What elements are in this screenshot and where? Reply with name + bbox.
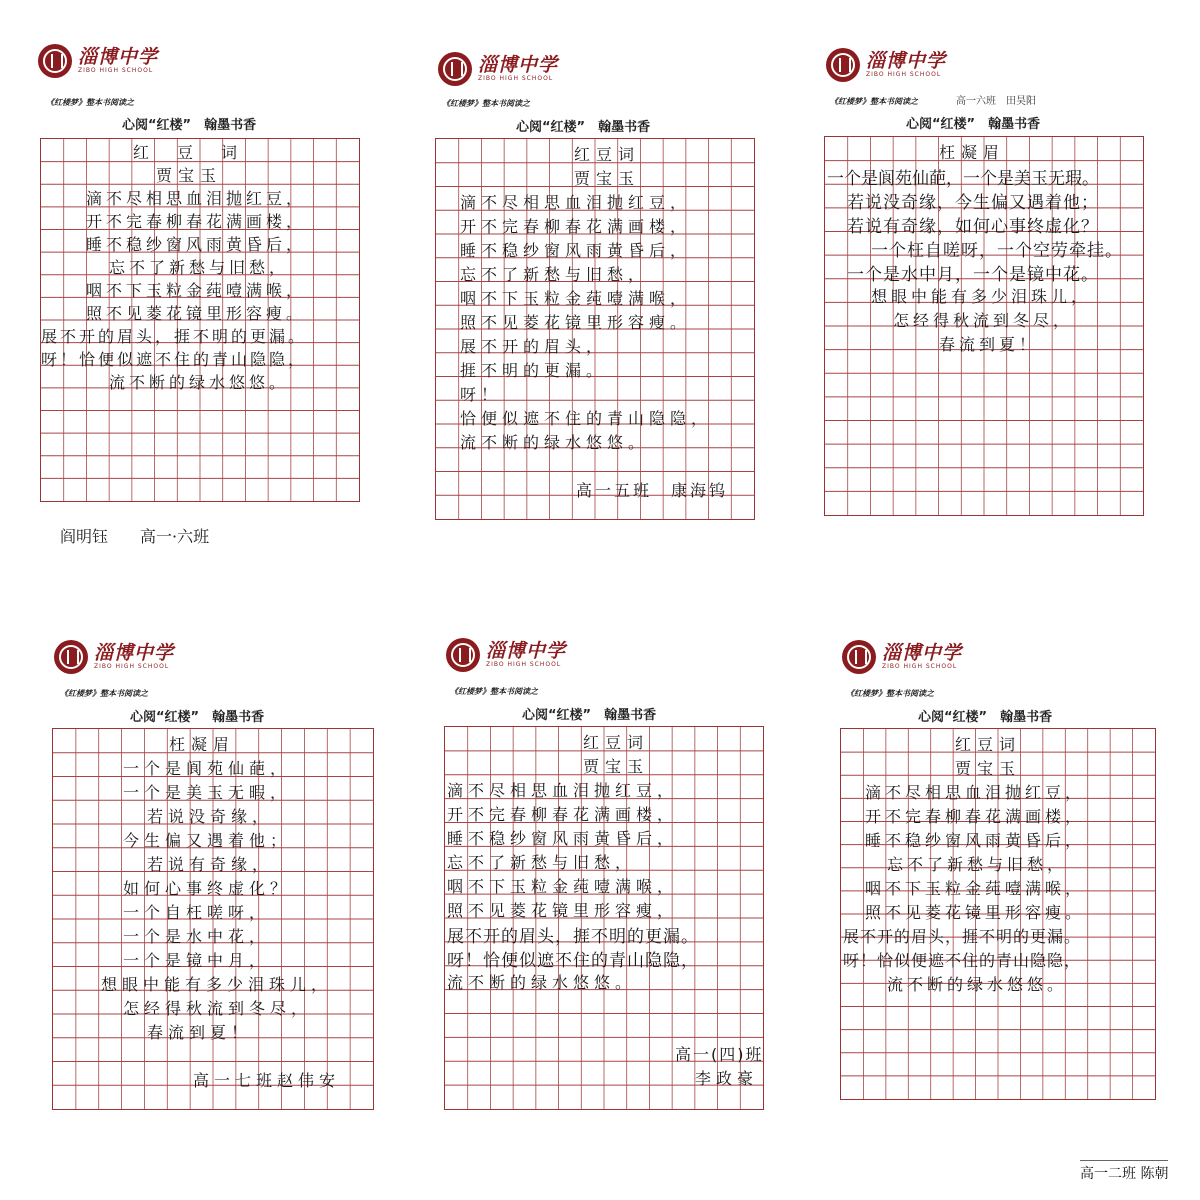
poem-line: 呀！ <box>460 385 503 404</box>
poem-line: 照不见菱花镜里形容瘦。 <box>460 313 692 332</box>
poem-line: 恰便似遮不住的青山隐隐， <box>460 409 713 428</box>
poem-line: 滴不尽相思血泪抛红豆， <box>447 781 679 800</box>
poem-line: 展不开的眉头，捱不明的更漏。 <box>447 927 699 947</box>
sheet-5 <box>442 632 782 1122</box>
school-name-en: ZIBO HIGH SCHOOL <box>486 661 562 668</box>
poem-line: 咽不下玉粒金莼噎满喉， <box>447 877 679 896</box>
edge-signature: 高一二班 陈朝 <box>1080 1160 1168 1183</box>
school-name-en: ZIBO HIGH SCHOOL <box>866 71 942 78</box>
poem-line: 一个是水中花， <box>123 927 271 946</box>
school-name-en: ZIBO HIGH SCHOOL <box>478 75 554 82</box>
signature: 高一七班赵伟安 <box>193 1071 341 1090</box>
poem-line: 滴不尽相思血泪抛红豆， <box>865 783 1086 802</box>
poem-line: 春流到夏！ <box>147 1023 253 1042</box>
school-name: 淄博中学 <box>882 642 963 664</box>
poem-line: 想眼中能有多少泪珠儿， <box>101 975 333 994</box>
theme-title: 心阅“红楼” 翰墨书香 <box>522 708 657 723</box>
poem-line: 呀！恰便似遮不住的青山隐隐， <box>41 350 308 369</box>
school-name: 淄博中学 <box>478 54 559 76</box>
writing-grid <box>444 726 764 1110</box>
poem-line: 怎经得秋流到冬尽， <box>893 311 1074 330</box>
sheet-2 <box>432 38 772 538</box>
poem-line: 若说没奇缘，今生偏又遇着他； <box>847 193 1099 213</box>
sheet-6 <box>838 632 1178 1112</box>
sheet-3 <box>822 38 1162 518</box>
poem-line: 流不断的绿水悠悠。 <box>109 373 290 392</box>
poem-line: 开不完春柳春花满画楼， <box>865 807 1086 826</box>
poem-line: 睡不稳纱窗风雨黄昏后， <box>865 831 1086 850</box>
theme-title: 心阅“红楼” 翰墨书香 <box>130 710 265 725</box>
student-note: 高一六班 田昊阳 <box>956 96 1036 107</box>
sheet-1 <box>38 38 378 558</box>
theme-title: 心阅“红楼” 翰墨书香 <box>918 710 1053 725</box>
poem-line: 展不开的眉头， <box>460 337 608 356</box>
poem-title: 红豆词 <box>583 733 650 752</box>
poem-line: 忘不了新愁与旧愁， <box>447 853 637 872</box>
poem-line: 一个枉自嗟呀，一个空劳牵挂。 <box>871 241 1123 261</box>
school-name-en: ZIBO HIGH SCHOOL <box>78 67 154 74</box>
poem-author: 贾宝玉 <box>583 757 650 776</box>
series-title: 《红楼梦》整本书阅读之 <box>442 98 530 108</box>
theme-title: 心阅“红楼” 翰墨书香 <box>516 120 651 135</box>
poem-title: 枉凝眉 <box>169 735 236 754</box>
poem-line: 照不见菱花镜里形容瘦， <box>447 901 679 920</box>
poem-line: 咽不下玉粒金莼噎满喉， <box>86 281 307 300</box>
poem-line: 流不断的绿水悠悠。 <box>887 975 1068 994</box>
school-name-en: ZIBO HIGH SCHOOL <box>882 663 958 670</box>
signature-name: 李政豪 <box>695 1069 759 1088</box>
poem-line: 若说没奇缘， <box>147 807 274 826</box>
poem-author: 贾宝玉 <box>574 169 641 188</box>
school-logo <box>54 634 174 680</box>
school-emblem-icon <box>446 638 480 672</box>
poem-line: 咽不下玉粒金莼噎满喉， <box>460 289 692 308</box>
poem-line: 如何心事终虚化？ <box>123 879 292 898</box>
poem-line: 想眼中能有多少泪珠儿， <box>871 287 1092 306</box>
series-title: 《红楼梦》整本书阅读之 <box>830 96 918 106</box>
poem-line: 开不完春柳春花满画楼， <box>447 805 679 824</box>
writing-grid <box>840 728 1156 1100</box>
series-title: 《红楼梦》整本书阅读之 <box>46 97 134 107</box>
poem-line: 一个是水中月，一个是镜中花。 <box>847 265 1099 285</box>
poem-line: 呀！恰便似遮不住的青山隐隐， <box>447 951 699 971</box>
writing-grid <box>40 138 360 502</box>
school-logo <box>842 634 962 680</box>
school-emblem-icon <box>54 640 88 674</box>
writing-grid <box>824 136 1144 516</box>
school-logo <box>826 42 946 88</box>
poem-line: 睡不稳纱窗风雨黄昏后， <box>447 829 679 848</box>
poem-line: 睡不稳纱窗风雨黄昏后， <box>460 241 692 260</box>
series-title: 《红楼梦》整本书阅读之 <box>450 686 538 696</box>
series-title: 《红楼梦》整本书阅读之 <box>60 688 148 698</box>
poem-line: 睡不稳纱窗风雨黄昏后， <box>86 235 307 254</box>
series-title: 《红楼梦》整本书阅读之 <box>846 688 934 698</box>
school-name: 淄博中学 <box>78 46 159 68</box>
sheet-4 <box>50 632 390 1122</box>
poem-title: 枉凝眉 <box>939 143 1006 162</box>
poem-line: 开不完春柳春花满画楼， <box>86 212 307 231</box>
poem-line: 忘不了新愁与旧愁， <box>109 258 290 277</box>
poem-line: 捱不明的更漏。 <box>460 361 608 380</box>
poem-line: 呀！恰似便遮不住的青山隐隐， <box>843 951 1082 970</box>
poem-line: 开不完春柳春花满画楼， <box>460 217 692 236</box>
school-name: 淄博中学 <box>866 50 947 72</box>
poem-line: 一个是阆苑仙葩，一个是美玉无瑕。 <box>827 169 1099 189</box>
school-emblem-icon <box>438 52 472 86</box>
signature: 高一(四)班 <box>675 1045 764 1064</box>
poem-line: 怎经得秋流到冬尽， <box>123 999 313 1018</box>
poem-title: 红豆词 <box>574 145 641 164</box>
poem-line: 展不开的眉头，捱不明的更漏。 <box>41 327 308 346</box>
poem-title: 红 豆 词 <box>133 143 244 162</box>
poem-line: 若说有奇缘，如何心事终虚化？ <box>847 217 1099 237</box>
poem-line: 一个是镜中月， <box>123 951 271 970</box>
poem-line: 今生偏又遇着他； <box>123 831 292 850</box>
school-emblem-icon <box>38 44 72 78</box>
poem-line: 春流到夏！ <box>939 335 1040 354</box>
poem-line: 忘不了新愁与旧愁， <box>460 265 650 284</box>
poem-line: 流不断的绿水悠悠。 <box>460 433 650 452</box>
poem-line: 滴不尽相思血泪抛红豆， <box>460 193 692 212</box>
poem-line: 一个是阆苑仙葩， <box>123 759 292 778</box>
poem-line: 滴不尽相思血泪抛红豆， <box>86 189 307 208</box>
school-name-en: ZIBO HIGH SCHOOL <box>94 663 170 670</box>
signature: 阎明钰 高一·六班 <box>60 527 210 546</box>
school-logo <box>446 632 566 678</box>
school-logo <box>438 46 558 92</box>
poem-line: 咽不下玉粒金莼噎满喉， <box>865 879 1086 898</box>
poem-line: 照不见菱花镜里形容瘦。 <box>865 903 1086 922</box>
poem-line: 流不断的绿水悠悠。 <box>447 973 637 992</box>
poem-line: 忘不了新愁与旧愁， <box>887 855 1068 874</box>
poem-line: 若说有奇缘， <box>147 855 274 874</box>
poem-line: 照不见菱花镜里形容瘦。 <box>86 304 307 323</box>
school-logo <box>38 38 158 84</box>
poem-title: 红豆词 <box>955 735 1022 754</box>
school-name: 淄博中学 <box>486 640 567 662</box>
school-name: 淄博中学 <box>94 642 175 664</box>
writing-grid <box>435 138 755 520</box>
writing-grid <box>52 728 374 1110</box>
school-emblem-icon <box>842 640 876 674</box>
school-emblem-icon <box>826 48 860 82</box>
theme-title: 心阅“红楼” 翰墨书香 <box>122 118 257 133</box>
poem-author: 贾宝玉 <box>156 166 223 185</box>
poem-author: 贾宝玉 <box>955 759 1022 778</box>
poem-line: 一个是美玉无暇， <box>123 783 292 802</box>
theme-title: 心阅“红楼” 翰墨书香 <box>906 117 1041 132</box>
signature: 高一五班 康海钨 <box>576 481 729 500</box>
poem-line: 一个自枉嗟呀， <box>123 903 271 922</box>
poem-line: 展不开的眉头，捱不明的更漏。 <box>843 927 1082 946</box>
